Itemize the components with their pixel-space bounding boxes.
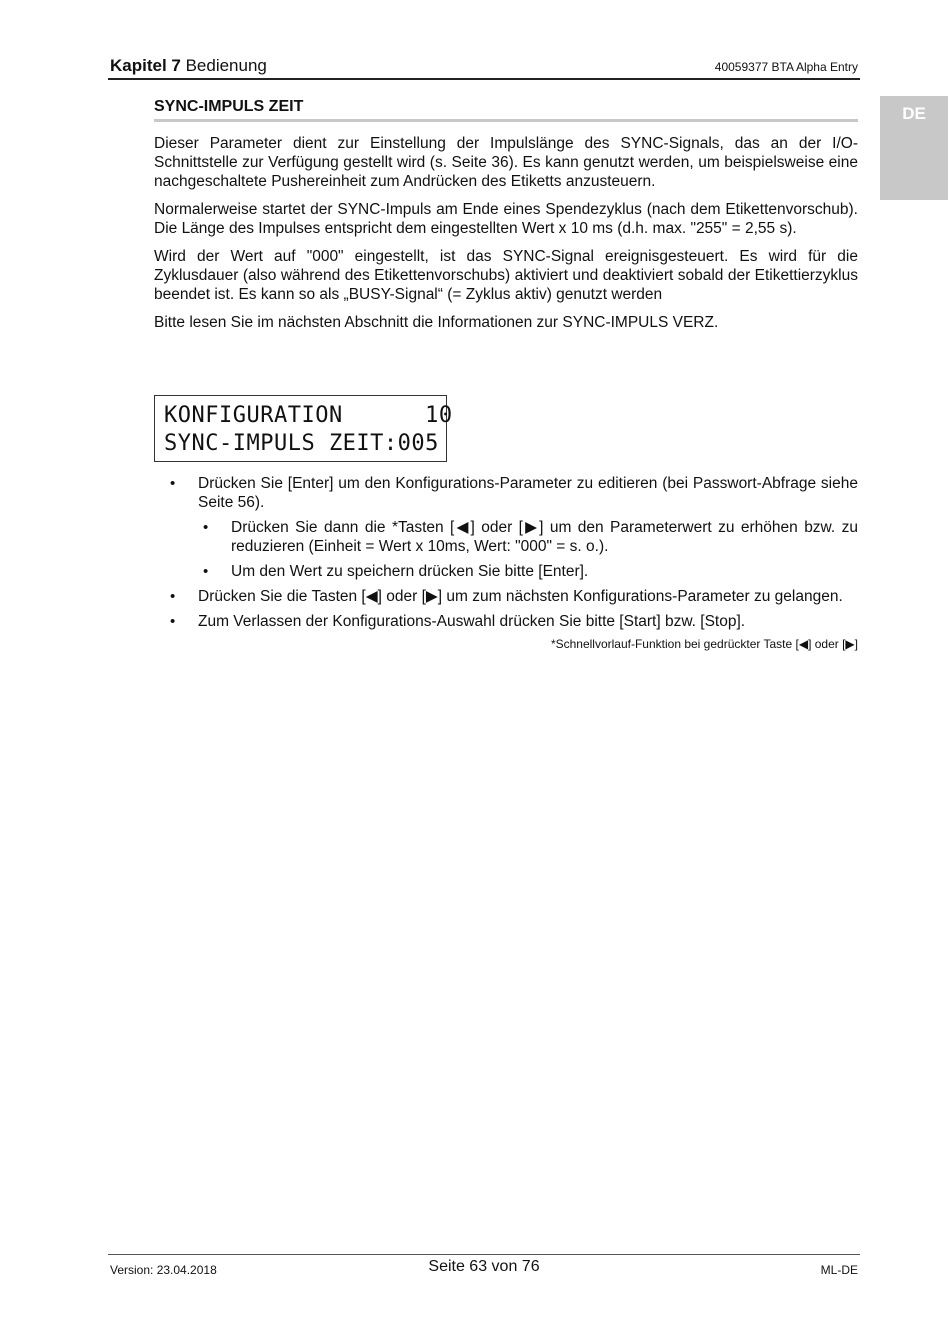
- version-text: Version: 23.04.2018: [110, 1263, 217, 1277]
- page-footer: [108, 1254, 860, 1285]
- ml-code: ML-DE: [820, 1263, 858, 1277]
- bullet-icon: •: [170, 613, 176, 630]
- list-item: • Drücken Sie die Tasten [◀] oder [▶] um zum nächsten Konfigurations-Parameter zu gelangen.: [170, 588, 843, 605]
- paragraph-4: Bitte lesen Sie im nächsten Abschnitt die Informationen zur SYNC-IMPULS VERZ.: [154, 314, 719, 331]
- paragraph-3: Wird der Wert auf "000" eingestellt, ist das SYNC-Signal ereignisgesteuert. Es wird für die Zyklusdauer (also während des Etikettenvorschubs) aktiviert und deaktiviert sobald der Etikettierzyklus beendet ist. Es kann so als „BUSY-Signal“ (= Zyklus aktiv) genutzt werden: [154, 248, 858, 303]
- list-item: • Zum Verlassen der Konfigurations-Auswahl drücken Sie bitte [Start] bzw. [Stop].: [170, 613, 746, 630]
- list-item: • Drücken Sie [Enter] um den Konfigurations-Parameter zu editieren (bei Passwort-Abfrage siehe Seite 56).: [170, 475, 858, 511]
- main-content: [154, 98, 858, 341]
- list-item: • Um den Wert zu speichern drücken Sie bitte [Enter].: [203, 563, 589, 580]
- page-header: [108, 54, 860, 80]
- paragraph-2: Normalerweise startet der SYNC-Impuls am Ende eines Spendezyklus (nach dem Etikettenvorschub). Die Länge des Impulses entspricht dem eingestellten Wert x 10 ms (d.h. max. "255" = 2,55 s).: [154, 201, 858, 237]
- chapter-title: Kapitel 7 Bedienung: [110, 56, 267, 75]
- language-tab: DE: [880, 96, 948, 200]
- bullet-icon: •: [170, 588, 176, 605]
- document-id: 40059377 BTA Alpha Entry: [714, 60, 858, 74]
- lcd-display: [154, 395, 453, 462]
- bullet-icon: •: [170, 475, 176, 492]
- list-item: • Drücken Sie dann die *Tasten [◀] oder [▶] um den Parameterwert zu erhöhen bzw. zu reduzieren (Einheit = Wert x 10ms, Wert: "000" = s. o.).: [203, 519, 858, 555]
- paragraph-1: Dieser Parameter dient zur Einstellung der Impulslänge des SYNC-Signals, das an der I/O-Schnittstelle zur Verfügung gestellt wird (s. Seite 36). Es kann genutzt werden, um beispielsweise eine nachgeschaltete Pushereinheit zum Andrücken des Etiketts anzusteuern.: [154, 135, 858, 190]
- page-number: Seite 63 von 76: [428, 1258, 540, 1275]
- lcd-line-2: SYNC-IMPULS ZEIT:005: [164, 431, 439, 456]
- bullet-icon: •: [203, 563, 209, 580]
- section-title: SYNC-IMPULS ZEIT: [154, 98, 858, 122]
- instruction-list: [154, 474, 858, 651]
- bullet-icon: •: [203, 519, 209, 536]
- lcd-line-1: KONFIGURATION 10: [164, 403, 453, 428]
- footnote: *Schnellvorlauf-Funktion bei gedrückter Taste [◀] oder [▶]: [550, 637, 858, 651]
